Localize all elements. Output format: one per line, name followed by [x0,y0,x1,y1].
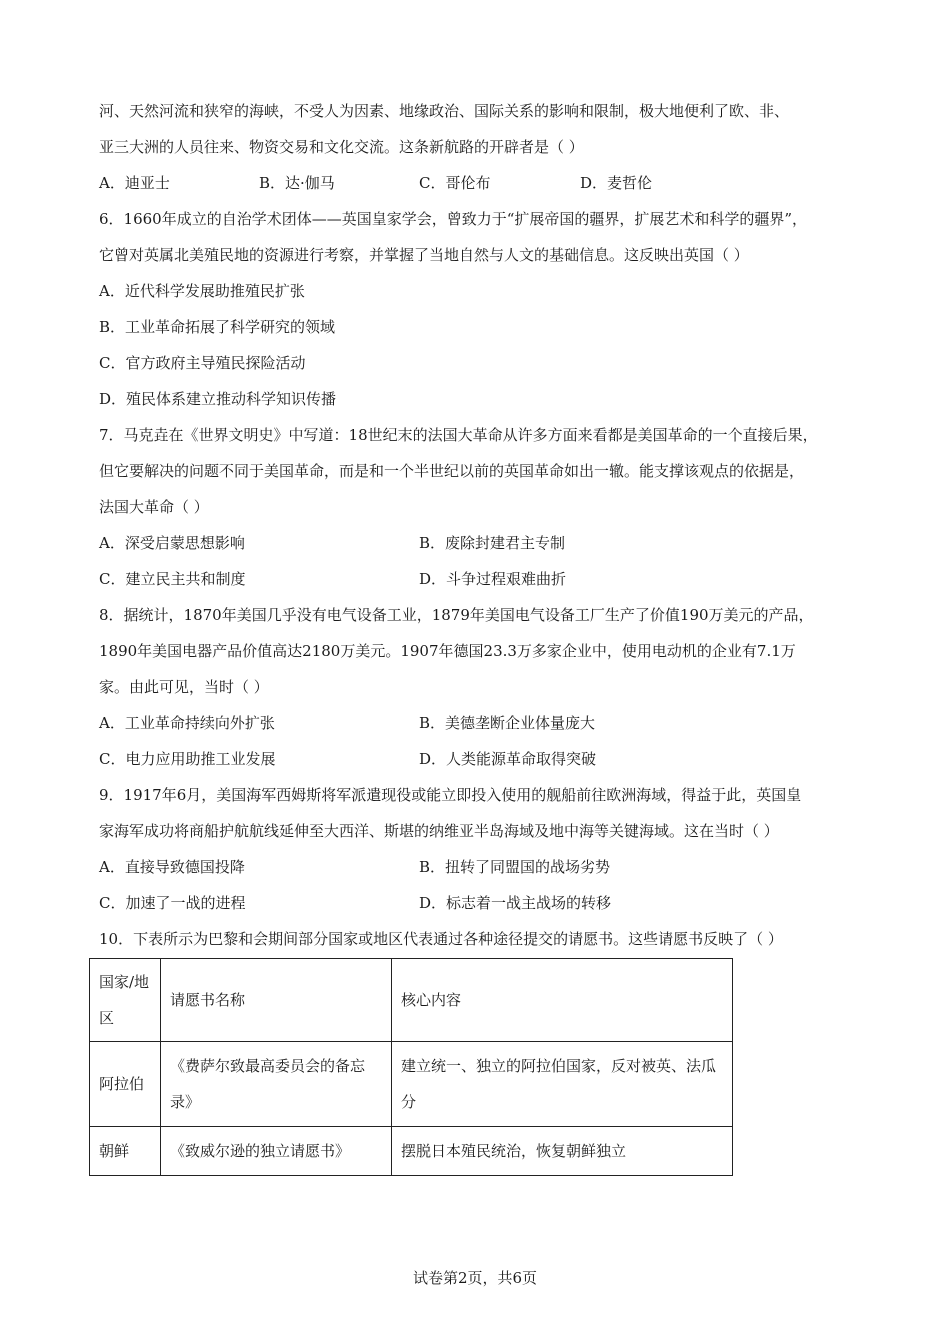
page-footer: 试卷第2页，共6页 [412,1269,538,1287]
cell-country: 朝鲜 [90,1127,161,1176]
table-row [90,1127,733,1176]
question8-text-line1: 8．据统计，1870年美国几乎没有电气设备工业，1879年美国电气设备工厂生产了价值190万美元的产品， [99,606,814,624]
option-b[interactable]: B．扭转了同盟国的战场劣势 [419,858,611,876]
option-d[interactable]: D．殖民体系建立推动科学知识传播 [99,390,337,408]
header-country: 国家/地区 [90,959,161,1042]
cell-core-content: 建立统一、独立的阿拉伯国家，反对被英、法瓜分 [392,1042,733,1127]
question8-text-line3: 家。由此可见，当时（ ） [99,678,269,696]
option-a[interactable]: A．工业革命持续向外扩张 [99,714,275,732]
question7-text-line1: 7．马克垚在《世界文明史》中写道：18世纪末的法国大革命从许多方面来看都是美国革命的一个直接后果， [99,426,818,444]
option-b[interactable]: B．达·伽马 [259,174,335,192]
option-c[interactable]: C．哥伦布 [419,174,491,192]
option-a[interactable]: A．深受启蒙思想影响 [99,534,245,552]
option-b[interactable]: B．美德垄断企业体量庞大 [419,714,596,732]
cell-petition-name: 《致威尔逊的独立请愿书》 [161,1127,392,1176]
header-core-content: 核心内容 [392,959,733,1042]
question5-text-line1: 河、天然河流和狭窄的海峡，不受人为因素、地缘政治、国际关系的影响和限制，极大地便利了欧、非、 [99,102,790,120]
question8-text-line2: 1890年美国电器产品价值高达2180万美元。1907年德国23.3万多家企业中，使用电动机的企业有7.1万 [99,642,796,660]
option-c[interactable]: C．电力应用助推工业发展 [99,750,276,768]
option-d[interactable]: D．斗争过程艰难曲折 [419,570,567,588]
question9-text-line2: 家海军成功将商船护航航线延伸至大西洋、斯堪的纳维亚半岛海域及地中海等关键海域。这在当时（ ） [99,822,779,840]
question7-text-line2: 但它要解决的问题不同于美国革命，而是和一个半世纪以前的英国革命如出一辙。能支撑该观点的依据是， [99,462,805,480]
question5-text-line2: 亚三大洲的人员往来、物资交易和文化交流。这条新航路的开辟者是（ ） [99,138,584,156]
question6-text-line1: 6．1660年成立的自治学术团体——英国皇家学会，曾致力于“扩展帝国的疆界，扩展艺术和科学的疆界”， [99,210,808,228]
option-a[interactable]: A．直接导致德国投降 [99,858,245,876]
option-c[interactable]: C．建立民主共和制度 [99,570,246,588]
cell-core-content: 摆脱日本殖民统治，恢复朝鲜独立 [392,1127,733,1176]
option-b[interactable]: B．废除封建君主专制 [419,534,566,552]
option-d[interactable]: D．标志着一战主战场的转移 [419,894,612,912]
question10-text-line1: 10．下表所示为巴黎和会期间部分国家或地区代表通过各种途径提交的请愿书。这些请愿书反映了（ ） [99,930,783,948]
table-header-row [90,959,733,1042]
cell-country: 阿拉伯 [90,1042,161,1127]
table-row [90,1042,733,1127]
option-a[interactable]: A．近代科学发展助推殖民扩张 [99,282,305,300]
question9-text-line1: 9．1917年6月，美国海军西姆斯将军派遣现役或能立即投入使用的舰船前往欧洲海域，得益于此，英国皇 [99,786,802,804]
option-d[interactable]: D．麦哲伦 [580,174,653,192]
option-c[interactable]: C．加速了一战的进程 [99,894,246,912]
question7-text-line3: 法国大革命（ ） [99,498,209,516]
option-c[interactable]: C．官方政府主导殖民探险活动 [99,354,306,372]
option-a[interactable]: A．迪亚士 [99,174,170,192]
option-d[interactable]: D．人类能源革命取得突破 [419,750,597,768]
petitions-table [89,958,733,1176]
option-b[interactable]: B．工业革命拓展了科学研究的领域 [99,318,336,336]
header-petition-name: 请愿书名称 [161,959,392,1042]
cell-petition-name: 《费萨尔致最高委员会的备忘录》 [161,1042,392,1127]
question6-text-line2: 它曾对英属北美殖民地的资源进行考察，并掌握了当地自然与人文的基础信息。这反映出英国（ ） [99,246,749,264]
